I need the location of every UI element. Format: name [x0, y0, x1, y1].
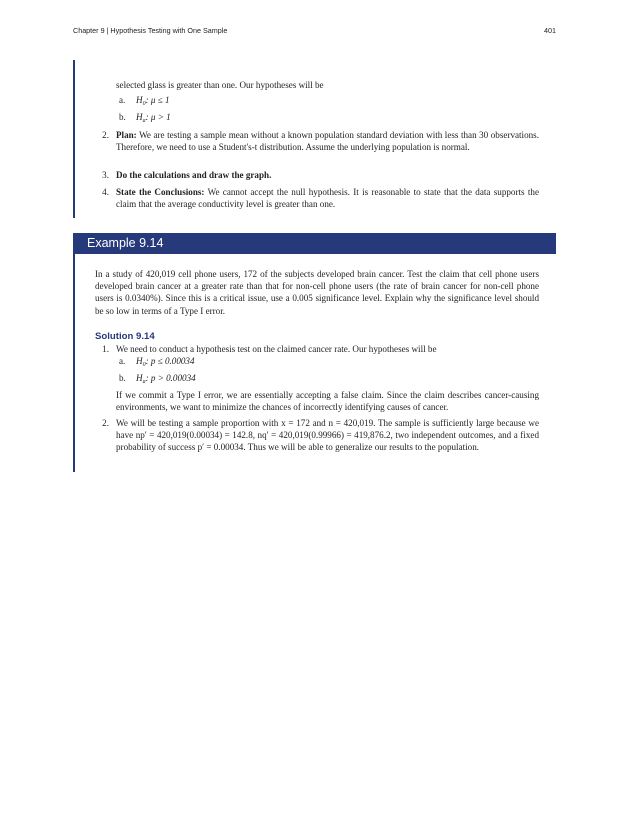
chapter-title: Chapter 9 | Hypothesis Testing with One Sample [73, 26, 228, 35]
step3-text: Do the calculations and draw the graph. [116, 170, 272, 180]
hypothesis-a-label: a. [119, 95, 126, 105]
solution-hypothesis-a: $H_0$: p ≤ 0.00034 [136, 356, 195, 368]
page-header [73, 26, 556, 38]
step3-number: 3. [102, 170, 109, 180]
step4-text: State the Conclusions: We cannot accept the null hypothesis. It is reasonable to state that the data supports the claim that the average conductivity level is greater than one. [116, 187, 539, 210]
solution-step1-note: If we commit a Type I error, we are essentially accepting a false claim. Since the claim describes cancer-causing environments, we want to minimize the chances of incorrectly identifying causes of cancer. [116, 390, 539, 413]
solution-title: Solution 9.14 [95, 331, 155, 342]
hypothesis-b-label: b. [119, 112, 126, 122]
solution-step1-text: We need to conduct a hypothesis test on the claimed cancer rate. Our hypotheses will be [116, 344, 437, 354]
step4-number: 4. [102, 187, 109, 197]
step2-text: Plan: We are testing a sample mean without a known population standard deviation with less than 30 observations. Therefore, we need to use a Student's-t distribution. Assume the underlying population is normal. [116, 130, 539, 153]
example-problem: In a study of 420,019 cell phone users, 172 of the subjects developed brain cancer. Test the claim that cell phone users developed brain cancer at a greater rate than that for non-cell phone users (the rate of brain cancer for non-cell phone users is 0.0340%). Since this is a critical issue, use a 0.005 significance level. Explain why the significance level should be so low in terms of a Type I error. [95, 269, 539, 316]
example-block [73, 254, 557, 472]
example-title-bar: Example 9.14 [73, 233, 556, 254]
step2-number: 2. [102, 130, 109, 140]
hypothesis-a: $H_0$: μ ≤ 1 [136, 95, 170, 107]
solution-hypothesis-b-label: b. [119, 373, 126, 383]
solution-step2-text: We will be testing a sample proportion with x = 172 and n = 420,019. The sample is sufficiently large because we have np′ = 420,019(0.00034) = 142.8, nq′ = 420,019(0.99966) = 419,876.2, two independent outcomes, and a fixed probability of success p′ = 0.00034. Thus we will be able to generalize our results to the population. [116, 418, 539, 453]
solution-hypothesis-a-label: a. [119, 356, 126, 366]
solution-step1-number: 1. [102, 344, 109, 354]
page-number: 401 [544, 26, 556, 35]
previous-solution-block [73, 60, 557, 218]
intro-line: selected glass is greater than one. Our hypotheses will be [116, 80, 324, 90]
solution-hypothesis-b: $H_a$: p > 0.00034 [136, 373, 196, 385]
hypothesis-b: $H_a$: μ > 1 [136, 112, 171, 124]
solution-step2-number: 2. [102, 418, 109, 428]
